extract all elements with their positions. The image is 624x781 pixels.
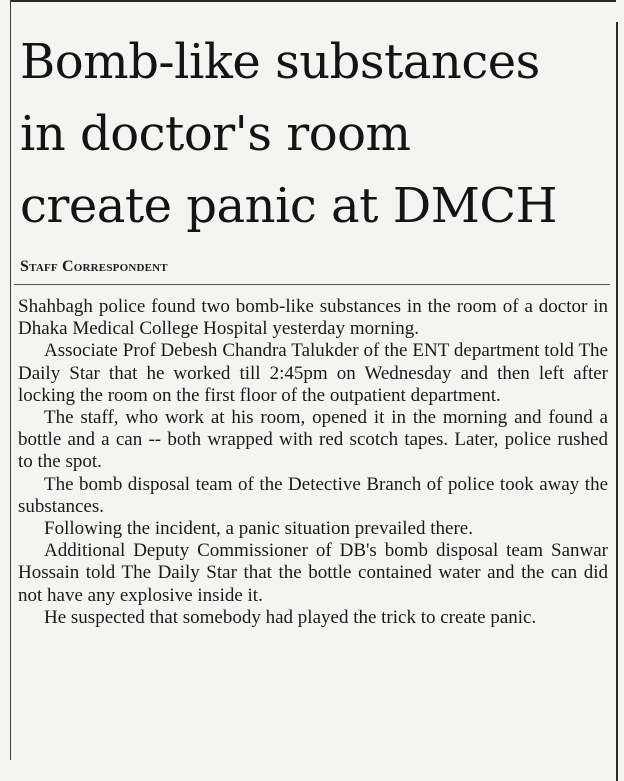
paragraph-7: He suspected that somebody had played the trick to create panic. bbox=[44, 606, 537, 628]
top-rule bbox=[10, 0, 616, 2]
paragraph-6: Additional Deputy Commissioner of DB's bomb disposal team Sanwar Hossain told The Daily Star that the bottle contained water and the can did not have any explosive inside it. bbox=[18, 540, 608, 606]
article-body bbox=[18, 296, 608, 629]
paragraph-2: Associate Prof Debesh Chandra Talukder of the ENT department told The Daily Star that he worked till 2:45pm on Wednesday and then left after locking the room on the first floor of the outpatient department. bbox=[18, 340, 608, 406]
headline bbox=[20, 26, 610, 242]
paragraph-1: Shahbagh police found two bomb-like substances in the room of a doctor in Dhaka Medical College Hospital yesterday morning. bbox=[18, 296, 608, 340]
byline: Staff Correspondent bbox=[20, 258, 168, 275]
paragraph-3: The staff, who work at his room, opened it in the morning and found a bottle and a can -- both wrapped with red scotch tapes. Later, police rushed to the spot. bbox=[18, 407, 608, 473]
byline-rule bbox=[14, 284, 610, 285]
paragraph-5: Following the incident, a panic situation prevailed there. bbox=[44, 518, 473, 540]
paragraph-4: The bomb disposal team of the Detective Branch of police took away the substances. bbox=[18, 473, 608, 517]
headline-line-3: create panic at DMCH bbox=[20, 178, 557, 234]
right-column-rule bbox=[616, 22, 618, 781]
headline-line-1: Bomb-like substances bbox=[20, 34, 540, 90]
left-column-rule bbox=[10, 0, 11, 760]
headline-line-2: in doctor's room bbox=[20, 106, 411, 162]
